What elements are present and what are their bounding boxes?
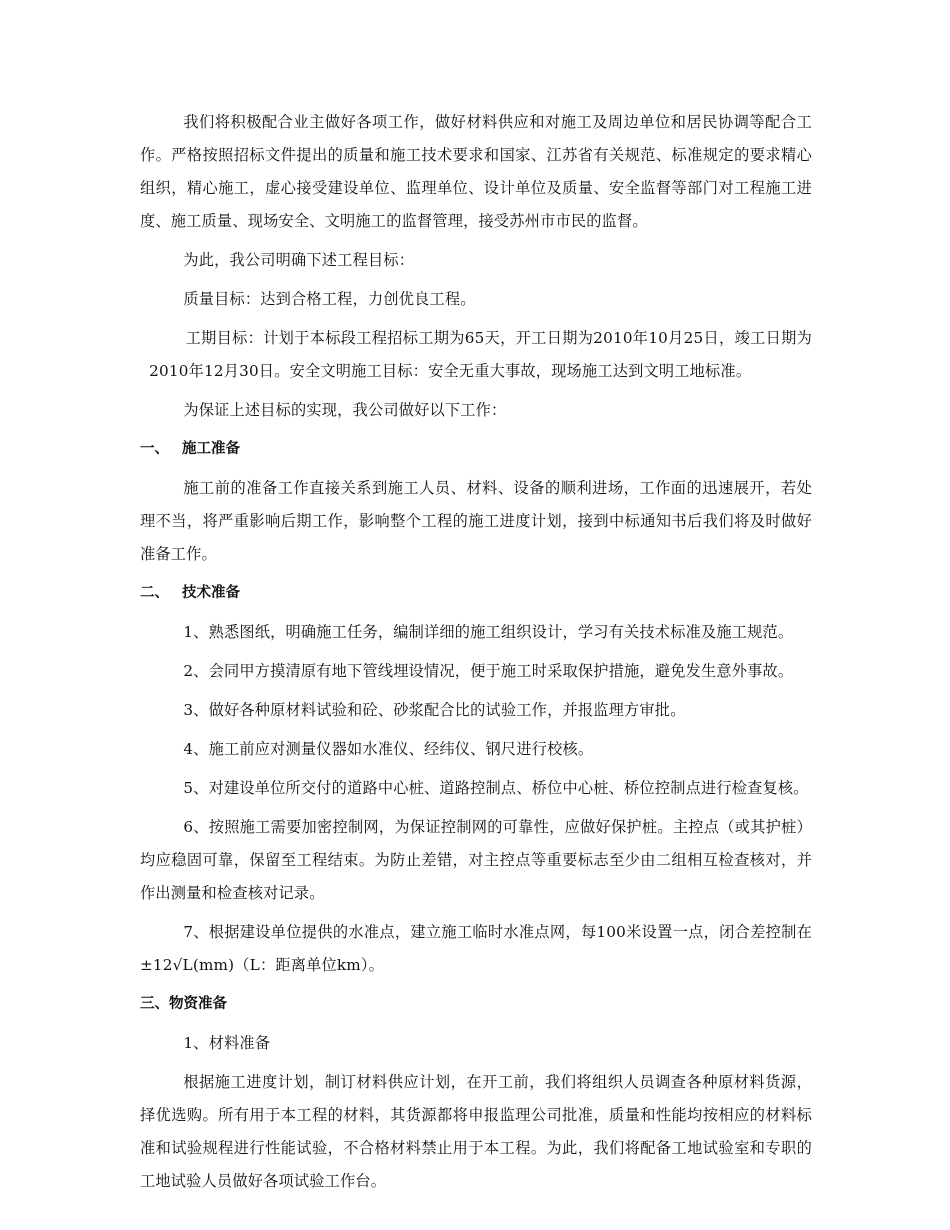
section-heading-3	[140, 988, 812, 1021]
goals-intro: 为此，我公司明确下述工程目标：	[183, 251, 415, 269]
section-title: 施工准备	[182, 441, 240, 457]
quality-goal: 质量目标：达到合格工程，力创优良工程。	[183, 290, 476, 308]
section-title: 技术准备	[182, 585, 240, 601]
list-item: 7、根据建设单位提供的水准点，建立施工临时水准点网，每100米设置一点，闭合差控制在±12√L(mm)（L：距离单位km）。	[140, 923, 812, 974]
section-number: 一、	[140, 441, 169, 457]
section-paragraph: 施工前的准备工作直接关系到施工人员、材料、设备的顺利进场，工作面的迅速展开，若处理不当，将严重影响后期工作，影响整个工程的施工进度计划，接到中标通知书后我们将及时做好准备工作。	[140, 479, 812, 563]
intro-paragraph: 我们将积极配合业主做好各项工作，做好材料供应和对施工及周边单位和居民协调等配合工作。严格按照招标文件提出的质量和施工技术要求和国家、江苏省有关规范、标准规定的要求精心组织，精心施工，虚心接受建设单位、监理单位、设计单位及质量、安全监督等部门对工程施工进度、施工质量、现场安全、文明施工的监督管理，接受苏州市市民的监督。	[140, 113, 812, 230]
section-number: 三、	[140, 996, 169, 1012]
schedule-goal: 工期目标：计划于本标段工程招标工期为65天，开工日期为2010年10月25日，竣工日期为2010年12月30日。安全文明施工目标：安全无重大事故，现场施工达到文明工地标准。	[149, 329, 812, 380]
work-intro: 为保证上述目标的实现，我公司做好以下工作：	[183, 401, 507, 419]
document-page	[140, 106, 812, 1198]
list-item: 5、对建设单位所交付的道路中心桩、道路控制点、桥位中心桩、桥位控制点进行检查复核。	[183, 779, 809, 797]
list-item: 6、按照施工需要加密控制网，为保证控制网的可靠性，应做好保护桩。主控点（或其护桩）均应稳固可靠，保留至工程结束。为防止差错，对主控点等重要标志至少由二组相互检查核对，并作出测量和检查核对记录。	[140, 818, 812, 902]
list-item: 2、会同甲方摸清原有地下管线埋设情况，便于施工时采取保护措施，避免发生意外事故。	[183, 662, 794, 680]
section-paragraph: 根据施工进度计划，制订材料供应计划，在开工前，我们将组织人员调查各种原材料货源，择优选购。所有用于本工程的材料，其货源都将申报监理公司批准，质量和性能均按相应的材料标准和试验规程进行性能试验，不合格材料禁止用于本工程。为此，我们将配备工地试验室和专职的工地试验人员做好各项试验工作台。	[140, 1073, 812, 1190]
section-heading-2	[140, 577, 812, 610]
subheading: 1、材料准备	[183, 1034, 271, 1052]
list-item: 4、施工前应对测量仪器如水准仪、经纬仪、钢尺进行校核。	[183, 740, 594, 758]
section-heading-1	[140, 433, 812, 466]
section-number: 二、	[140, 585, 169, 601]
list-item: 1、熟悉图纸，明确施工任务，编制详细的施工组织设计，学习有关技术标准及施工规范。	[183, 623, 794, 641]
list-item: 3、做好各种原材料试验和砼、砂浆配合比的试验工作，并报监理方审批。	[183, 701, 686, 719]
section-title: 物资准备	[169, 996, 227, 1012]
